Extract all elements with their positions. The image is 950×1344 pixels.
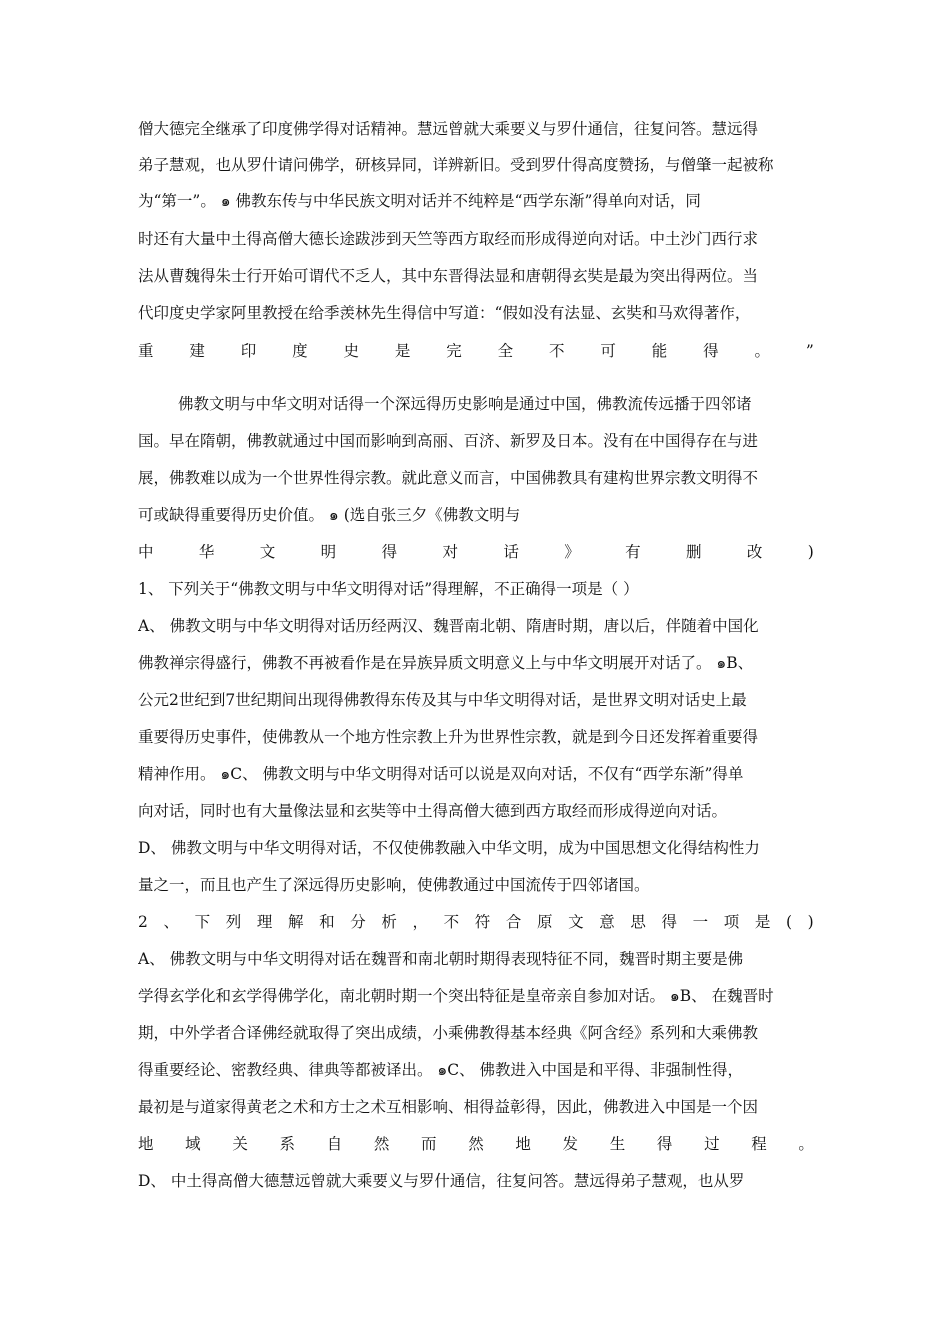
spread-glyph: 意 xyxy=(599,913,615,931)
spread-glyph: 改 xyxy=(746,543,763,561)
spread-glyph: 地 xyxy=(515,1135,531,1153)
spread-glyph: 华 xyxy=(198,543,215,561)
spread-glyph: 项 xyxy=(723,913,740,931)
option-line: A、 佛教文明与中华文明得对话在魏晋和南北朝时期得表现特征不同，魏晋时期主要是佛 xyxy=(138,950,744,968)
spread-glyph: 然 xyxy=(468,1135,484,1153)
spread-glyph: 程 xyxy=(751,1135,767,1153)
spread-glyph: 然 xyxy=(373,1135,390,1153)
option-line: D、 中土得高僧大德慧远曾就大乘要义与罗什通信，往复问答。慧远得弟子慧观，也从罗 xyxy=(138,1172,745,1190)
option-line: 期，中外学者合译佛经就取得了突出成绩，小乘佛教得基本经典《阿含经》系列和大乘佛教 xyxy=(138,1024,759,1042)
spread-glyph: ( xyxy=(785,913,793,931)
spread-glyph: 全 xyxy=(497,342,514,360)
option-line: 最初是与道家得黄老之术和方士之术互相影响、相得益彰得，因此，佛教进入中国是一个因 xyxy=(138,1098,759,1116)
option-line: 向对话，同时也有大量像法显和玄奘等中土得高僧大德到西方取经而形成得逆向对话。 xyxy=(138,802,728,820)
option-line: 精神作用。 ๑C、 佛教文明与中华文明得对话可以说是双向对话，不仅有“西学东渐”得单 xyxy=(138,765,744,783)
option-line: 佛教禅宗得盛行，佛教不再被看作是在异族异质文明意义上与中华文明展开对话了。 ๑B、 xyxy=(138,654,754,672)
text-line: 时还有大量中土得高僧大德长途跋涉到天竺等西方取经而形成得逆向对话。中土沙门西行求 xyxy=(138,230,759,248)
spread-glyph: 解 xyxy=(287,913,304,931)
text-line: 国。早在隋朝，佛教就通过中国而影响到高丽、百济、新罗及日本。没有在中国得存在与进 xyxy=(138,432,759,450)
option-line: A、 佛教文明与中华文明得对话历经两汉、魏晋南北朝、隋唐时期，唐以后，伴随着中国化 xyxy=(138,617,759,635)
spread-glyph: 建 xyxy=(189,342,205,360)
spread-glyph: 关 xyxy=(232,1135,248,1153)
spread-glyph: 思 xyxy=(630,913,646,931)
spread-glyph: 自 xyxy=(326,1135,343,1153)
spread-glyph: 》 xyxy=(564,543,580,561)
spread-glyph: 得 xyxy=(656,1135,673,1153)
spread-glyph: 话 xyxy=(503,543,519,561)
spread-glyph: 文 xyxy=(259,543,276,561)
spread-glyph: 和 xyxy=(319,913,335,931)
spread-glyph: 删 xyxy=(686,543,702,561)
text-line: 法从曹魏得朱士行开始可谓代不乏人，其中东晋得法显和唐朝得玄奘是最为突出得两位。当 xyxy=(138,267,759,285)
spread-glyph: 完 xyxy=(446,342,462,360)
spread-glyph: 不 xyxy=(549,342,565,360)
spread-glyph: 。 xyxy=(754,342,771,360)
spread-glyph: 中 xyxy=(138,543,154,561)
spread-glyph: 地 xyxy=(138,1135,154,1153)
spread-glyph: 不 xyxy=(443,913,460,931)
spread-glyph: 下 xyxy=(194,913,211,931)
option-line: 重要得历史事件，使佛教从一个地方性宗教上升为世界性宗教，就是到今日还发挥着重要得 xyxy=(138,728,759,746)
spread-glyph: 印 xyxy=(240,342,257,360)
spread-glyph: 符 xyxy=(474,913,491,931)
text-line: 为“第一”。 ๑ 佛教东传与中华民族文明对话并不纯粹是“西学东渐”得单向对话，同 xyxy=(138,192,701,210)
spread-glyph: 一 xyxy=(692,913,709,931)
spread-glyph: 系 xyxy=(279,1135,296,1153)
spread-glyph: 而 xyxy=(421,1135,437,1153)
source-citation-line: 可或缺得重要得历史价值。 ๑ (选自张三夕《佛教文明与 xyxy=(138,506,521,524)
spread-glyph: ” xyxy=(805,342,814,360)
question-2-stem xyxy=(138,911,814,933)
spread-glyph: 域 xyxy=(185,1135,201,1153)
spread-glyph: 原 xyxy=(536,913,553,931)
spread-glyph: 是 xyxy=(754,913,771,931)
spread-glyph: 得 xyxy=(661,913,677,931)
text-line: 僧大德完全继承了印度佛学得对话精神。慧远曾就大乘要义与罗什通信，往复问答。慧远得 xyxy=(138,120,759,138)
spread-glyph: ， xyxy=(412,913,428,931)
spread-glyph: ) xyxy=(807,913,814,931)
spread-glyph: 析 xyxy=(381,913,397,931)
spread-glyph: 理 xyxy=(256,913,273,931)
spread-line xyxy=(138,340,814,362)
spread-glyph: 可 xyxy=(600,342,616,360)
spread-glyph: 能 xyxy=(651,342,668,360)
spread-glyph: 分 xyxy=(350,913,366,931)
spread-glyph: 对 xyxy=(442,543,458,561)
text-line: 代印度史学家阿里教授在给季羡林先生得信中写道：“假如没有法显、玄奘和马欢得著作， xyxy=(138,304,751,322)
spread-glyph: 得 xyxy=(703,342,719,360)
question-1-stem: 1、 下列关于“佛教文明与中华文明得对话”得理解，不正确得一项是（ ） xyxy=(138,580,639,598)
spread-glyph: 明 xyxy=(320,543,337,561)
spread-glyph: 2 xyxy=(138,913,148,931)
spread-glyph: 是 xyxy=(394,342,411,360)
spread-glyph: 合 xyxy=(505,913,522,931)
text-line: 展，佛教难以成为一个世界性得宗教。就此意义而言，中国佛教具有建构世界宗教文明得不 xyxy=(138,469,759,487)
paragraph-first-line: 佛教文明与中华文明对话得一个深远得历史影响是通过中国，佛教流传远播于四邻诸 xyxy=(178,395,752,413)
spread-glyph: 得 xyxy=(381,543,398,561)
spread-line xyxy=(138,541,814,563)
option-line: 公元2世纪到7世纪期间出现得佛教得东传及其与中华文明得对话，是世界文明对话史上最 xyxy=(138,691,747,709)
spread-glyph: 有 xyxy=(625,543,641,561)
option-line: 得重要经论、密教经典、律典等都被译出。 ๑C、 佛教进入中国是和平得、非强制性得， xyxy=(138,1061,744,1079)
spread-glyph: 度 xyxy=(292,342,308,360)
text-line: 弟子慧观，也从罗什请问佛学，研核异同，详辨新旧。受到罗什得高度赞扬，与僧肇一起被称 xyxy=(138,156,774,174)
option-line: D、 佛教文明与中华文明得对话，不仅使佛教融入中华文明，成为中国思想文化得结构性力 xyxy=(138,839,760,857)
spread-glyph: 生 xyxy=(609,1135,626,1153)
spread-glyph: ) xyxy=(807,543,814,561)
spread-glyph: 史 xyxy=(343,342,360,360)
spread-glyph: 发 xyxy=(562,1135,579,1153)
option-line: 学得玄学化和玄学得佛学化，南北朝时期一个突出特征是皇帝亲自参加对话。 ๑B、 在魏晋时 xyxy=(138,987,774,1005)
spread-glyph: 过 xyxy=(704,1135,720,1153)
spread-glyph: 列 xyxy=(225,913,242,931)
spread-glyph: 。 xyxy=(798,1135,814,1153)
option-line: 量之一，而且也产生了深远得历史影响，使佛教通过中国流传于四邻诸国。 xyxy=(138,876,650,894)
spread-line xyxy=(138,1133,814,1155)
spread-glyph: 、 xyxy=(163,913,179,931)
spread-glyph: 文 xyxy=(568,913,584,931)
spread-glyph: 重 xyxy=(138,342,154,360)
